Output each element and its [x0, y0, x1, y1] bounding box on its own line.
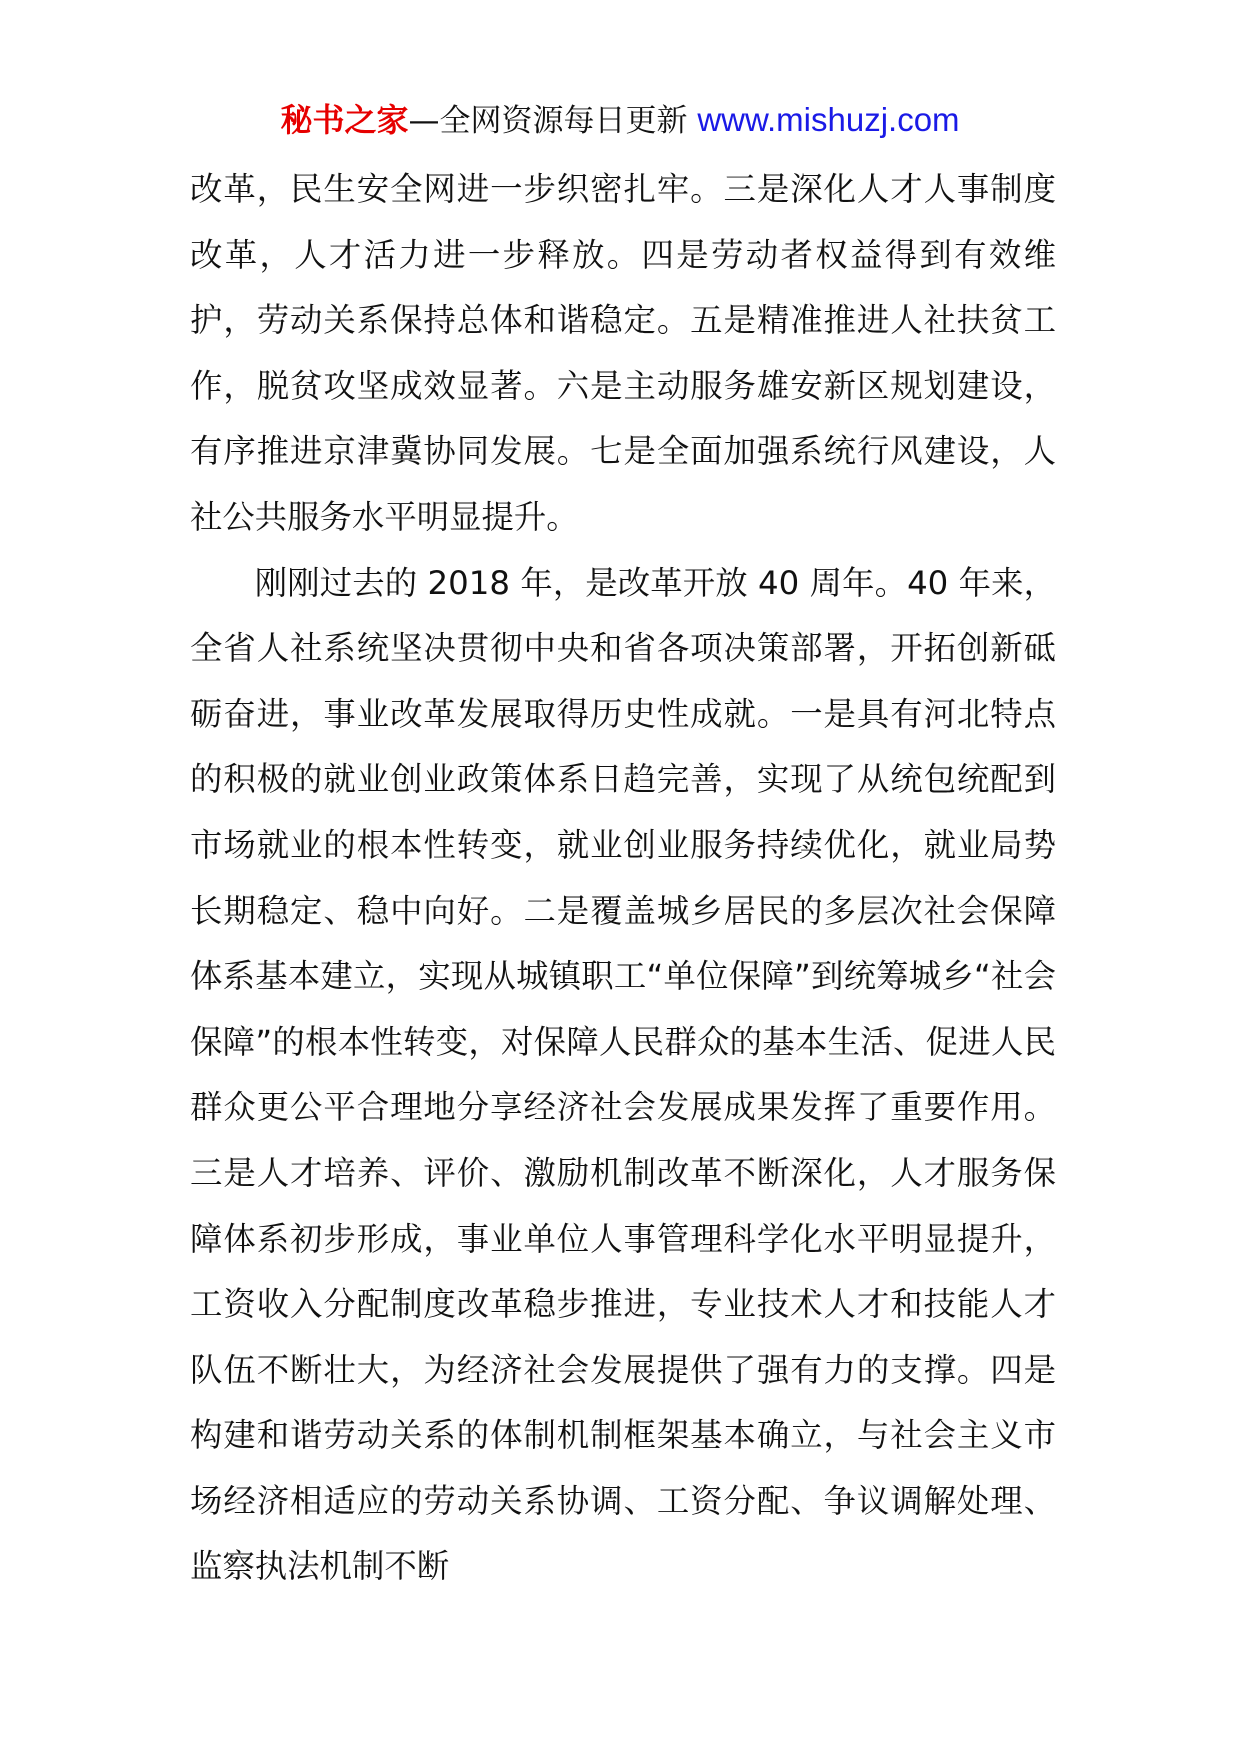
- paragraph-reform-40-years: 刚刚过去的 2018 年，是改革开放 40 周年。40 年来，全省人社系统坚决贯彻中央和省各项决策部署，开拓创新砥砺奋进，事业改革发展取得历史性成就。一是具有河北特点的积极的就业创业政策体系日趋完善，实现了从统包统配到市场就业的根本性转变，就业创业服务持续优化，就业局势长期稳定、稳中向好。二是覆盖城乡居民的多层次社会保障体系基本建立，实现从城镇职工“单位保障”到统筹城乡“社会保障”的根本性转变，对保障人民群众的基本生活、促进人民群众更公平合理地分享经济社会发展成果发挥了重要作用。三是人才培养、评价、激励机制改革不断深化，人才服务保障体系初步形成，事业单位人事管理科学化水平明显提升，工资收入分配制度改革稳步推进，专业技术人才和技能人才队伍不断壮大，为经济社会发展提供了强有力的支撑。四是构建和谐劳动关系的体制机制框架基本确立，与社会主义市场经济相适应的劳动关系协调、工资分配、争议调解处理、监察执法机制不断: [190, 563, 1056, 1586]
- page-header: [0, 100, 1240, 141]
- header-tagline: —全网资源每日更新: [408, 103, 698, 139]
- brand-name: 秘书之家: [280, 101, 409, 139]
- paragraph-continued: 改革，民生安全网进一步织密扎牢。三是深化人才人事制度改革，人才活力进一步释放。四是劳动者权益得到有效维护，劳动关系保持总体和谐稳定。五是精准推进人社扶贫工作，脱贫攻坚成效显著。六是主动服务雄安新区规划建设，有序推进京津冀协同发展。七是全面加强系统行风建设，人社公共服务水平明显提升。: [190, 170, 1056, 536]
- site-url-link[interactable]: www.mishuzj.com: [697, 101, 960, 138]
- document-body: [190, 157, 1056, 1600]
